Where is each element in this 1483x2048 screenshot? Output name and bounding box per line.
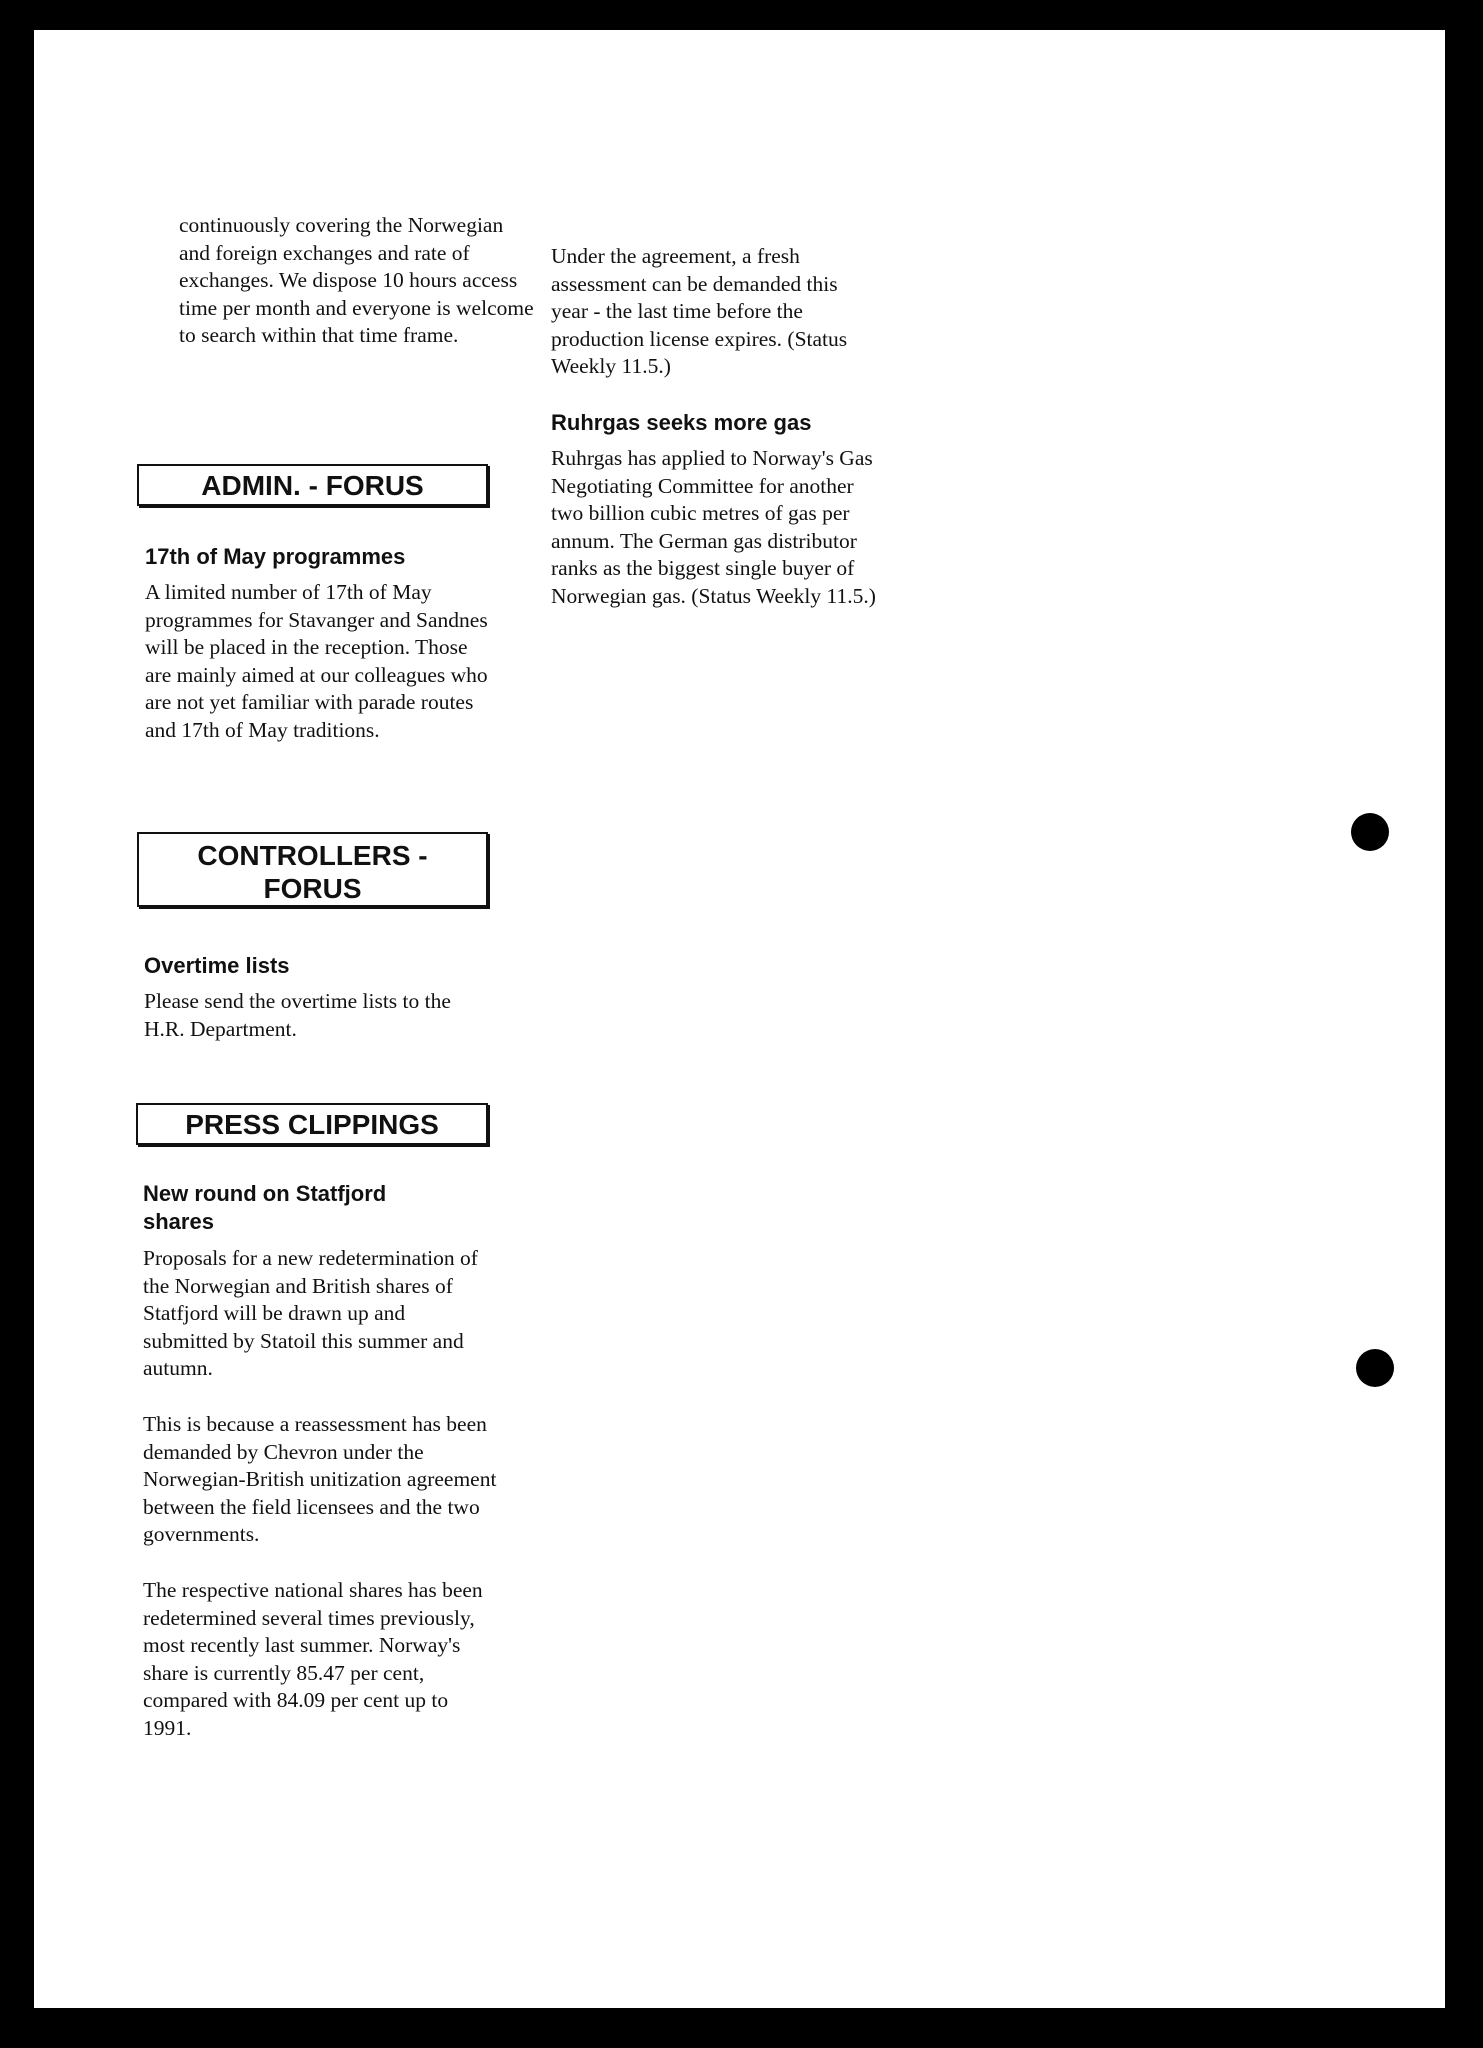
- right-column: [551, 243, 871, 381]
- punch-hole-bottom: [1356, 1349, 1394, 1387]
- section-title-admin-forus: ADMIN. - FORUS: [137, 464, 488, 506]
- document-page: [34, 30, 1445, 2008]
- article-heading-statfjord-shares: New round on Statfjord shares: [143, 1181, 387, 1234]
- article-paragraph-statfjord-1: Proposals for a new redetermination of the Norwegian and British shares of Statfjord will be drawn up and submitted by Statoil this summer and autumn.: [143, 1246, 478, 1381]
- article-paragraph-ruhrgas: Ruhrgas has applied to Norway's Gas Negotiating Committee for another two billion cubic metres of gas per annum. The German gas distributor ranks as the biggest single buyer of Norwegian gas. (Status Weekly 11.5.): [551, 446, 876, 608]
- article-paragraph-statfjord-2: This is because a reassessment has been demanded by Chevron under the Norwegian-British unitization agreement between the field licensees and the two governments.: [143, 1412, 497, 1547]
- article-paragraph-may-programmes: A limited number of 17th of May programmes for Stavanger and Sandnes will be placed in the reception. Those are mainly aimed at our colleagues who are not yet familiar with parade routes and 17th of May traditions.: [145, 580, 488, 742]
- intro-paragraph: continuously covering the Norwegian and foreign exchanges and rate of exchanges. We dispose 10 hours access time per month and everyone is welcome to search within that time frame.: [179, 213, 534, 348]
- article-paragraph-statfjord-3: The respective national shares has been redetermined several times previously, most recently last summer. Norway's share is currently 85.47 per cent, compared with 84.09 per cent up to 1991.: [143, 1578, 483, 1740]
- article-paragraph-overtime-lists: Please send the overtime lists to the H.R. Department.: [144, 989, 451, 1041]
- article-heading-ruhrgas: Ruhrgas seeks more gas: [551, 410, 812, 435]
- continued-paragraph: Under the agreement, a fresh assessment can be demanded this year - the last time before the production license expires. (Status Weekly 11.5.): [551, 244, 848, 379]
- section-title-controllers-forus: CONTROLLERS - FORUS: [137, 832, 488, 907]
- section-title-press-clippings: PRESS CLIPPINGS: [136, 1103, 488, 1145]
- article-heading-overtime-lists: Overtime lists: [144, 953, 290, 978]
- article-heading-may-programmes: 17th of May programmes: [145, 544, 406, 569]
- punch-hole-top: [1351, 813, 1389, 851]
